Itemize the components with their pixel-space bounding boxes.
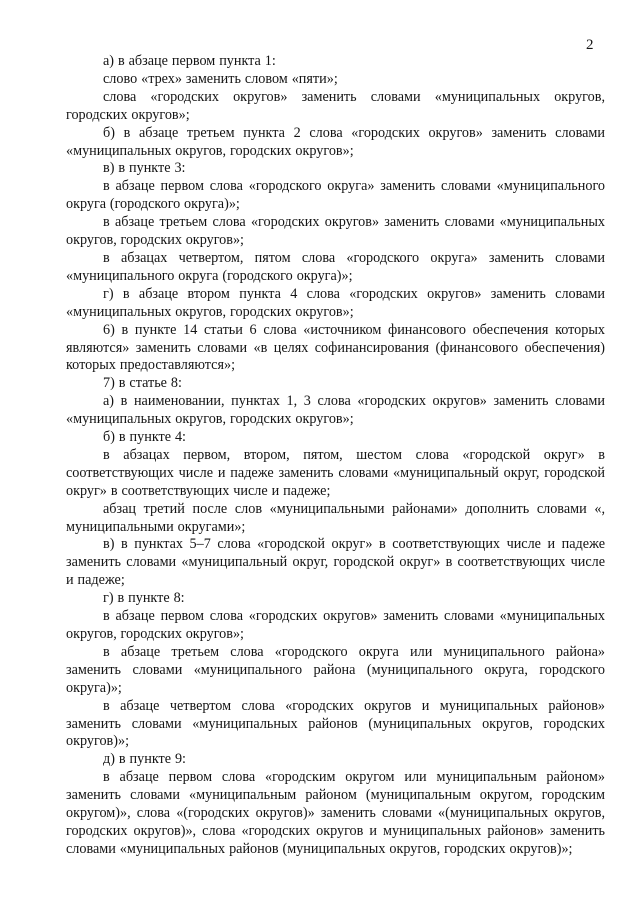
paragraph-7-v: в) в пунктах 5–7 слова «городской округ» в соответствующих числе и падеже заменить словами «муниципальный округ, городской округ» в соответствующих числе и падеже;: [66, 536, 605, 589]
paragraph-7-g-3: в абзаце четвертом слова «городских округов и муниципальных районов» заменить словами «муниципальных районов (муниципальных округов, городских округов)»;: [66, 697, 605, 750]
paragraph-7-g-1: в абзаце первом слова «городских округов» заменить словами «муниципальных округов, городских округов»;: [66, 608, 605, 642]
paragraph-1-a-header: а) в абзаце первом пункта 1:: [103, 53, 276, 69]
paragraph-1-a-2: слова «городских округов» заменить словами «муниципальных округов, городских округов»;: [66, 88, 605, 123]
paragraph-7-b-2: абзац третий после слов «муниципальными районами» дополнить словами «, муниципальными округами»;: [66, 500, 605, 535]
paragraph-1-b: б) в абзаце третьем пункта 2 слова «городских округов» заменить словами «муниципальных округов, городских округов»;: [66, 124, 605, 159]
paragraph-7-b-header: б) в пункте 4:: [103, 429, 186, 446]
paragraph-7-d-header: д) в пункте 9:: [103, 751, 186, 768]
paragraph-7-g-header: г) в пункте 8:: [103, 590, 185, 607]
paragraph-7-a: а) в наименовании, пунктах 1, 3 слова «городских округов» заменить словами «муниципальных округов, городских округов»;: [66, 393, 605, 428]
paragraph-1-a-1: слово «трех» заменить словом «пяти»;: [103, 70, 338, 87]
document-body: [66, 53, 605, 859]
paragraph-1-v-2: в абзаце третьем слова «городских округов» заменить словами «муниципальных округов, городских округов»;: [66, 214, 605, 249]
paragraph-7-header: 7) в статье 8:: [103, 375, 182, 392]
paragraph-1-v-3: в абзацах четвертом, пятом слова «городского округа» заменить словами «муниципального округа (городского округа)»;: [66, 249, 605, 284]
page-number: 2: [586, 37, 594, 53]
paragraph-1-v-1: в абзаце первом слова «городского округа» заменить словами «муниципального округа (городского округа)»;: [66, 178, 605, 213]
paragraph-1-g: г) в абзаце втором пункта 4 слова «городских округов» заменить словами «муниципальных округов, городских округов»;: [66, 285, 605, 320]
paragraph-7-b-1: в абзацах первом, втором, пятом, шестом слова «городской округ» в соответствующих числе и падеже заменить словами «муниципальный округ, городской округ» в соответствующих числе и падеже;: [66, 446, 605, 499]
paragraph-6: 6) в пункте 14 статьи 6 слова «источником финансового обеспечения которых являются» заменить словами «в целях софинансирования (финансового обеспечения) которых предоставляются»;: [66, 321, 605, 374]
paragraph-1-v-header: в) в пункте 3:: [103, 160, 186, 177]
paragraph-7-d-1: в абзаце первом слова «городским округом или муниципальным районом» заменить словами «муниципальным районом (муниципальным округом, городским округом)», слова «(городских округов)» заменить словами «(муниципальных округов, городских округов)», слова «городских округов и муниципальных районов» заменить словами «муниципальных районов (муниципальных округов, городских округов)»;: [66, 769, 605, 857]
paragraph-7-g-2: в абзаце третьем слова «городского округа или муниципального района» заменить словами «муниципального района (муниципального округа, городского округа)»;: [66, 643, 605, 696]
